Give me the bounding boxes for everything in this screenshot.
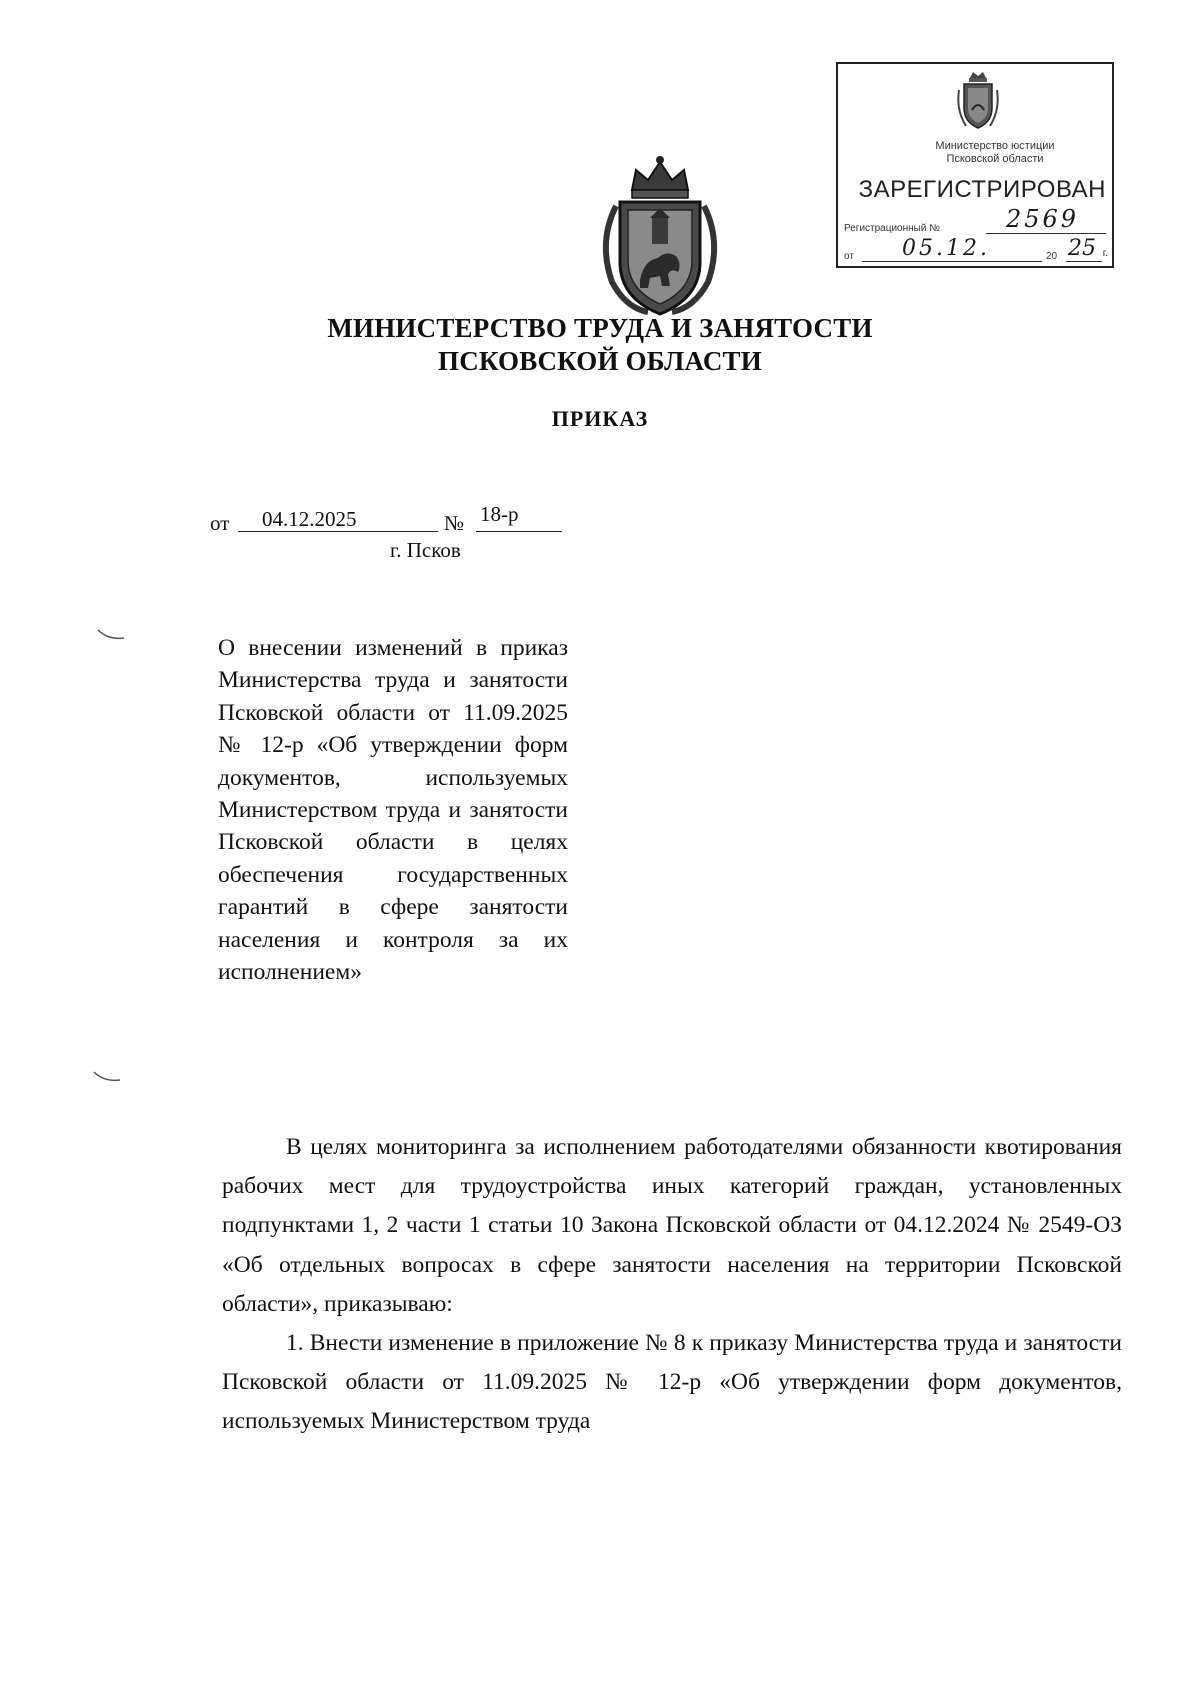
number-field <box>476 497 562 532</box>
body-paragraph-item-1: 1. Внести изменение в приложение № 8 к приказу Министерства труда и занятости Псковской области от 11.09.2025 № 12-р «Об утверждении форм документов, используемых Министерством труда <box>222 1330 1122 1435</box>
stamp-registration-row <box>844 205 1106 236</box>
order-body <box>222 1128 1122 1442</box>
stamp-year-prefix: 20 <box>1046 251 1058 262</box>
stamp-year-suffix: г. <box>1102 248 1108 259</box>
body-paragraph-preamble: В целях мониторинга за исполнением работодателями обязанности квотирования рабочих мест для трудоустройства иных категорий граждан, установленных подпунктами 1, 2 части 1 статьи 10 Закона Псковской области от 04.12.2024 № 2549-ОЗ «Об отдельных вопросах в сфере занятости населения на территории Псковской области», приказываю: <box>222 1134 1122 1317</box>
number-label: № <box>444 511 465 535</box>
coat-of-arms-icon <box>592 152 728 320</box>
stamp-org-line1: Министерство юстиции <box>935 140 1055 152</box>
ministry-title-line1: МИНИСТЕРСТВО ТРУДА И ЗАНЯТОСТИ <box>327 313 873 343</box>
registration-stamp <box>836 62 1114 268</box>
stamp-reg-number: 2569 <box>1006 205 1080 233</box>
stamp-reg-line <box>986 205 1106 234</box>
order-subject: О внесении изменений в приказ Министерства труда и занятости Псковской области от 11.09.2025 № 12-р «Об утверждении форм документов, используемых Министерством труда и занятости Псковской области в целях обеспечения государственных гарантий в сфере занятости населения и контроля за их исполнением» <box>218 635 568 986</box>
stamp-status: ЗАРЕГИСТРИРОВАН <box>858 176 1106 203</box>
stamp-date-row <box>844 236 1108 264</box>
stamp-coat-of-arms-icon <box>956 70 1000 132</box>
city: г. Псков <box>390 538 461 562</box>
order-date-number <box>210 500 610 536</box>
stamp-organization <box>878 140 1112 166</box>
stamp-date-prefix: от <box>844 251 854 262</box>
stamp-date-line <box>862 236 1042 262</box>
order-date: 04.12.2025 <box>262 507 357 531</box>
stamp-year-line <box>1066 236 1108 262</box>
order-number: 18-р <box>480 502 519 526</box>
stamp-reg-label: Регистрационный № <box>844 223 940 234</box>
ministry-title <box>0 312 1200 378</box>
stamp-date-value: 05.12. <box>902 236 990 261</box>
margin-corner-mark-bottom <box>92 1070 122 1084</box>
margin-corner-mark-top <box>96 628 126 642</box>
date-from-label: от <box>210 511 230 535</box>
ministry-title-line2: ПСКОВСКОЙ ОБЛАСТИ <box>438 346 762 376</box>
stamp-org-line2: Псковской области <box>946 153 1044 165</box>
document-type: ПРИКАЗ <box>551 406 649 431</box>
stamp-year-value: 25 <box>1068 236 1096 261</box>
